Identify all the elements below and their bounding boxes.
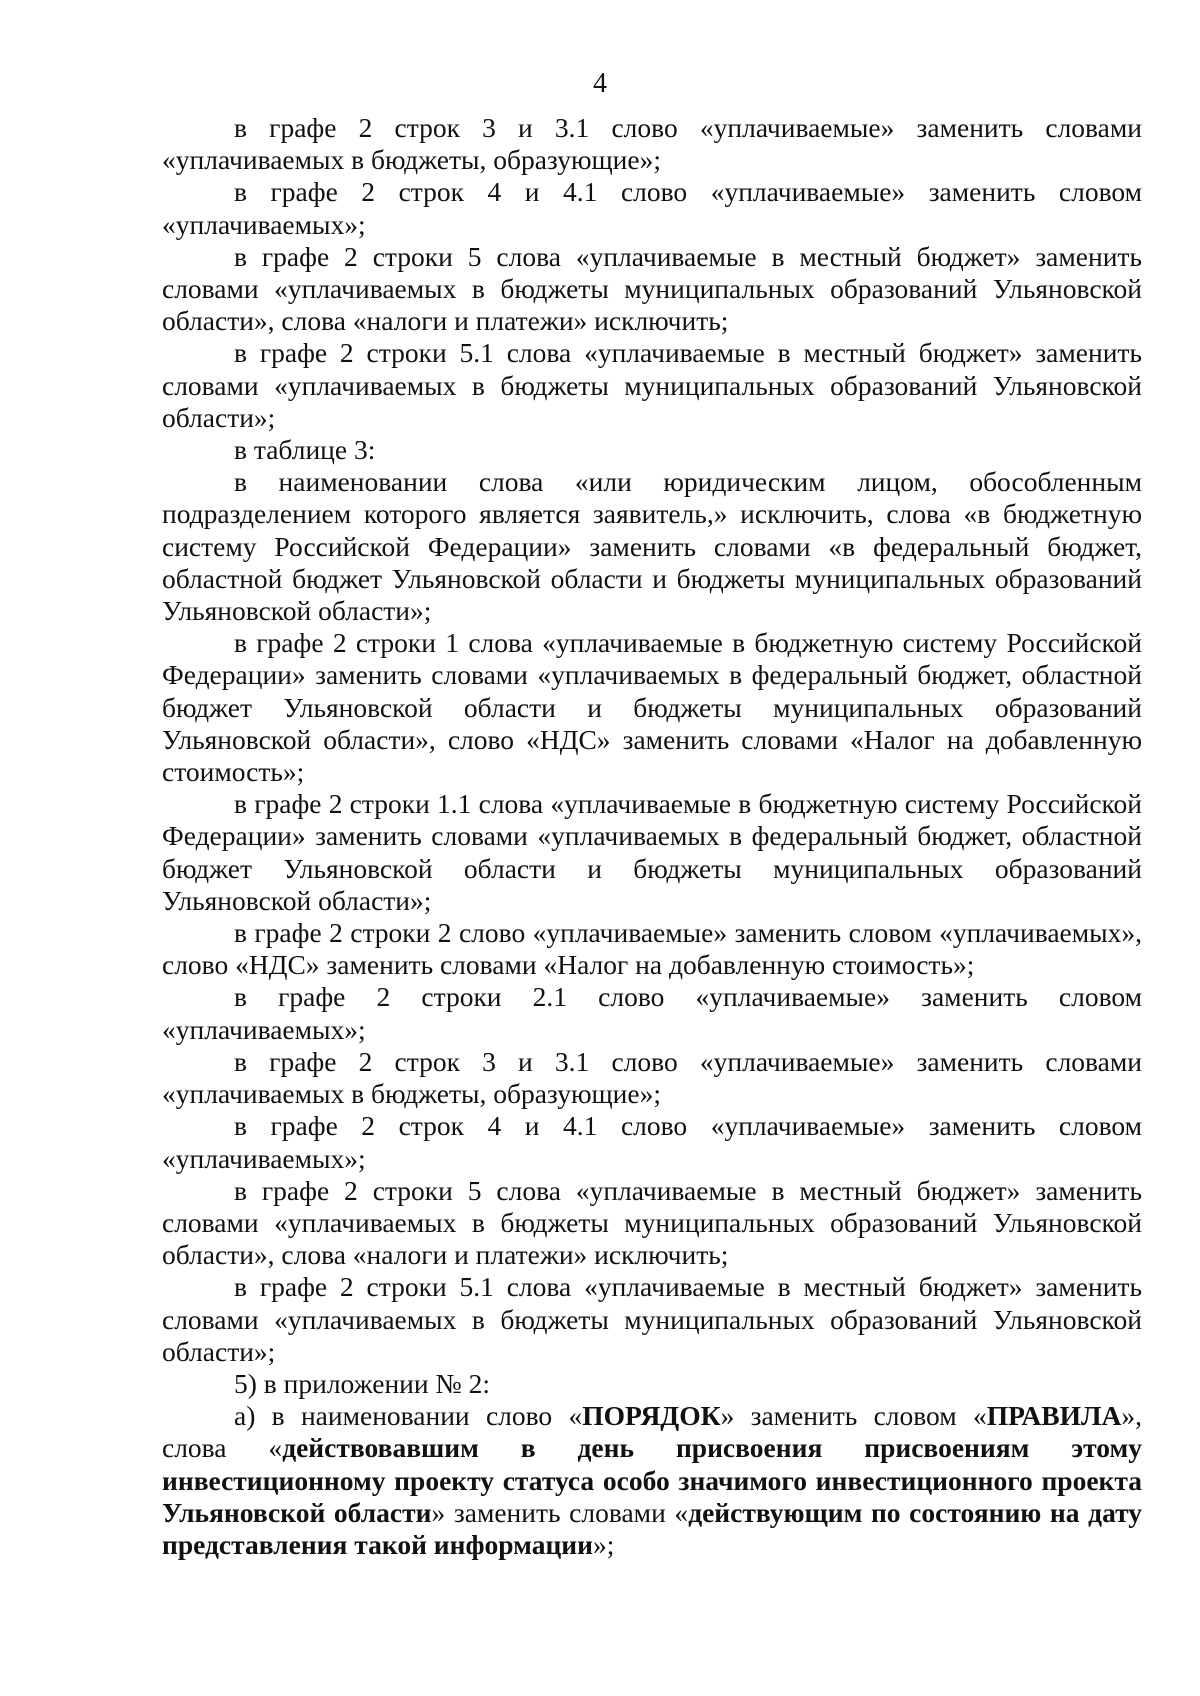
paragraph: в графе 2 строк 4 и 4.1 слово «уплачиваемые» заменить словом «уплачиваемых»; [162,176,1142,240]
paragraph: в графе 2 строк 3 и 3.1 слово «уплачиваемые» заменить словами «уплачиваемых в бюджеты, образующие»; [162,1045,1142,1110]
page-number: 4 [593,68,607,99]
paragraph-amendment-title [162,1400,1142,1561]
paragraph: в графе 2 строки 5.1 слова «уплачиваемые в местный бюджет» заменить словами «уплачиваемых в бюджеты муниципальных образований Ульяновской области»; [162,1271,1142,1367]
bold-text-run: действовавшим в день присвоения присвоениям этому инвестиционному проекту статуса особо значимого инвестиционного проекта Ульяновской области [162,1432,1142,1528]
paragraph: в графе 2 строки 5.1 слова «уплачиваемые в местный бюджет» заменить словами «уплачиваемых в бюджеты муниципальных образований Ульяновской области»; [162,337,1142,433]
paragraph: в графе 2 строки 5 слова «уплачиваемые в местный бюджет» заменить словами «уплачиваемых в бюджеты муниципальных образований Ульяновской области», слова «налоги и платежи» исключить; [162,1174,1142,1271]
bold-text-run: ПРАВИЛА [986,1400,1122,1432]
paragraph: в графе 2 строки 1 слова «уплачиваемые в бюджетную систему Российской Федерации» заменить словами «уплачиваемых в федеральный бюджет, областной бюджет Ульяновской области и бюджеты муниципальных образований Ульяновской области», слово «НДС» заменить словами «Налог на добавленную стоимость»; [162,627,1142,788]
paragraph: 5) в приложении № 2: [234,1367,490,1399]
paragraph: в графе 2 строк 4 и 4.1 слово «уплачиваемые» заменить словом «уплачиваемых»; [162,1110,1142,1174]
text-run: », слова « [162,1400,1142,1464]
paragraph: в таблице 3: [234,434,376,466]
paragraph: в наименовании слова «или юридическим лицом, обособленным подразделением которого является заявитель,» исключить, слова «в бюджетную систему Российской Федерации» заменить словами «в федеральный бюджет, областной бюджет Ульяновской области и бюджеты муниципальных образований Ульяновской области»; [162,466,1142,627]
text-run: »; [592,1528,615,1560]
bold-text-run: действующим по состоянию на дату представления такой информации [162,1496,1142,1560]
paragraph: в графе 2 строки 5 слова «уплачиваемые в местный бюджет» заменить словами «уплачиваемых в бюджеты муниципальных образований Ульяновской области», слова «налоги и платежи» исключить; [162,240,1142,337]
paragraph: в графе 2 строк 3 и 3.1 слово «уплачиваемые» заменить словами «уплачиваемых в бюджеты, образующие»; [162,112,1142,176]
bold-text-run: ПОРЯДОК [582,1400,721,1432]
document-body [162,112,1142,1561]
text-run: а) в наименовании слово « [234,1400,583,1432]
paragraph: в графе 2 строки 2 слово «уплачиваемые» заменить словом «уплачиваемых», слово «НДС» заменить словами «Налог на добавленную стоимость»; [162,917,1142,981]
paragraph: в графе 2 строки 1.1 слова «уплачиваемые в бюджетную систему Российской Федерации» заменить словами «уплачиваемых в федеральный бюджет, областной бюджет Ульяновской области и бюджеты муниципальных образований Ульяновской области»; [162,788,1142,916]
paragraph: в графе 2 строки 2.1 слово «уплачиваемые» заменить словом «уплачиваемых»; [162,981,1142,1045]
text-run: » заменить словом « [720,1400,987,1432]
text-run: » заменить словами « [431,1496,689,1528]
